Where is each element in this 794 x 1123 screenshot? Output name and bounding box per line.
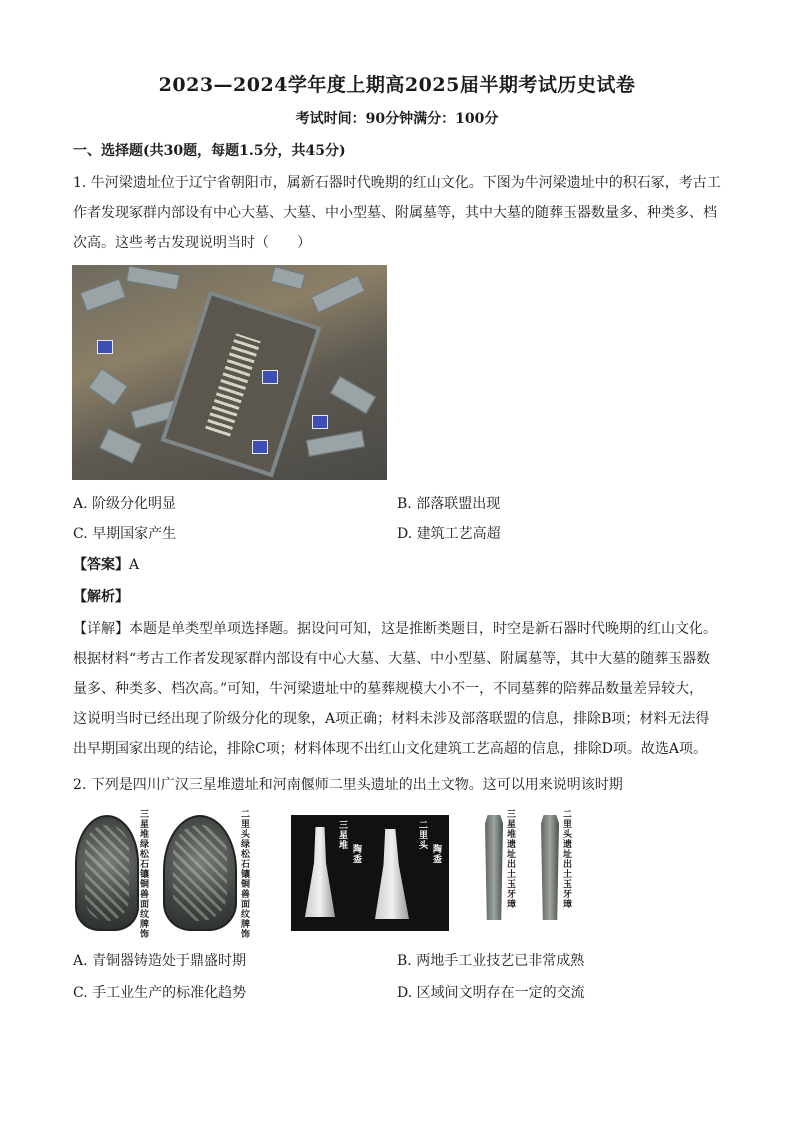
sxd-plaque-label: 三星堆绿松石镶铜兽面纹牌饰: [140, 810, 150, 940]
elt-vessel-name: 陶盉: [433, 845, 443, 865]
q1-excavation-photo: [72, 265, 387, 480]
elt-blade-image: [541, 815, 559, 920]
page-title: 2023—2024学年度上期高2025届半期考试历史试卷: [158, 74, 636, 96]
elt-blade-label: 二里头遗址出土玉牙璋: [563, 810, 573, 910]
q1-answer: [73, 554, 139, 574]
sxd-blade-label: 三星堆遗址出土玉牙璋: [507, 810, 517, 910]
section-heading: 一、选择题(共30题，每题1.5分，共45分): [73, 143, 346, 159]
q1-detail-line: 根据材料“考古工作者发现冢群内部设有中心大墓、大墓、中小型墓、附属墓等，其中大墓的随葬玉器数: [73, 651, 711, 667]
elt-vessel-site: 二里头: [419, 821, 429, 851]
sxd-vessel-image: [305, 827, 335, 917]
sxd-vessel-name: 陶盉: [353, 845, 363, 865]
q1-detail-line: 量多、种类多、档次高。”可知，牛河梁遗址中的墓葬规模大小不一，不同墓葬的陪葬品数量差异较大，: [73, 681, 704, 697]
sxd-plaque-image: [75, 815, 139, 931]
q1-option-c: C. 早期国家产生: [73, 526, 177, 542]
q2-stem: 2. 下列是四川广汉三星堆遗址和河南偃师二里头遗址的出土文物。这可以用来说明该时期: [73, 777, 623, 793]
q2-option-b: B. 两地手工业技艺已非常成熟: [397, 953, 585, 969]
q2-artifact-figures: [73, 810, 578, 940]
sxd-vessel-site: 三星堆: [339, 821, 349, 851]
q1-detail: [73, 614, 733, 764]
exam-time-info: 考试时间：90分钟满分：100分: [295, 111, 499, 127]
q1-detail-line: 【详解】本题是单类型单项选择题。据设问可知，这是推断类题目，时空是新石器时代晚期的红山文化。: [73, 621, 717, 637]
q2-option-c: C. 手工业生产的标准化趋势: [73, 985, 247, 1001]
answer-tag: 【答案】: [73, 557, 129, 573]
q1-stem: [73, 168, 733, 258]
q1-option-d: D. 建筑工艺高超: [397, 526, 501, 542]
q2-option-d: D. 区域间文明存在一定的交流: [397, 985, 585, 1001]
q1-stem-line: 作者发现冢群内部设有中心大墓、大墓、中小型墓、附属墓等，其中大墓的随葬玉器数量多、种类多、档: [73, 205, 717, 221]
q1-detail-line: 出早期国家出现的结论，排除C项；材料体现不出红山文化建筑工艺高超的信息，排除D项。故选A项。: [73, 741, 708, 757]
q2-option-a: A. 青铜器铸造处于鼎盛时期: [73, 953, 247, 969]
q1-analysis-tag: 【解析】: [73, 589, 129, 605]
elt-plaque-image: [163, 815, 237, 931]
elt-plaque-label: 二里头绿松石镶铜兽面纹牌饰: [241, 810, 251, 940]
q1-option-a: A. 阶级分化明显: [73, 496, 177, 512]
q1-option-b: B. 部落联盟出现: [397, 496, 501, 512]
q1-stem-line: 次高。这些考古发现说明当时（ ）: [73, 235, 311, 251]
q1-stem-line: 1. 牛河梁遗址位于辽宁省朝阳市，属新石器时代晚期的红山文化。下图为牛河梁遗址中的积石冢，考古工: [73, 175, 721, 191]
sxd-blade-image: [485, 815, 503, 920]
elt-vessel-image: [375, 829, 409, 919]
answer-value: A: [129, 557, 140, 573]
q1-detail-line: 这说明当时已经出现了阶级分化的现象，A项正确；材料未涉及部落联盟的信息，排除B项；材料无法得: [73, 711, 710, 727]
vessel-panel: [291, 815, 449, 931]
